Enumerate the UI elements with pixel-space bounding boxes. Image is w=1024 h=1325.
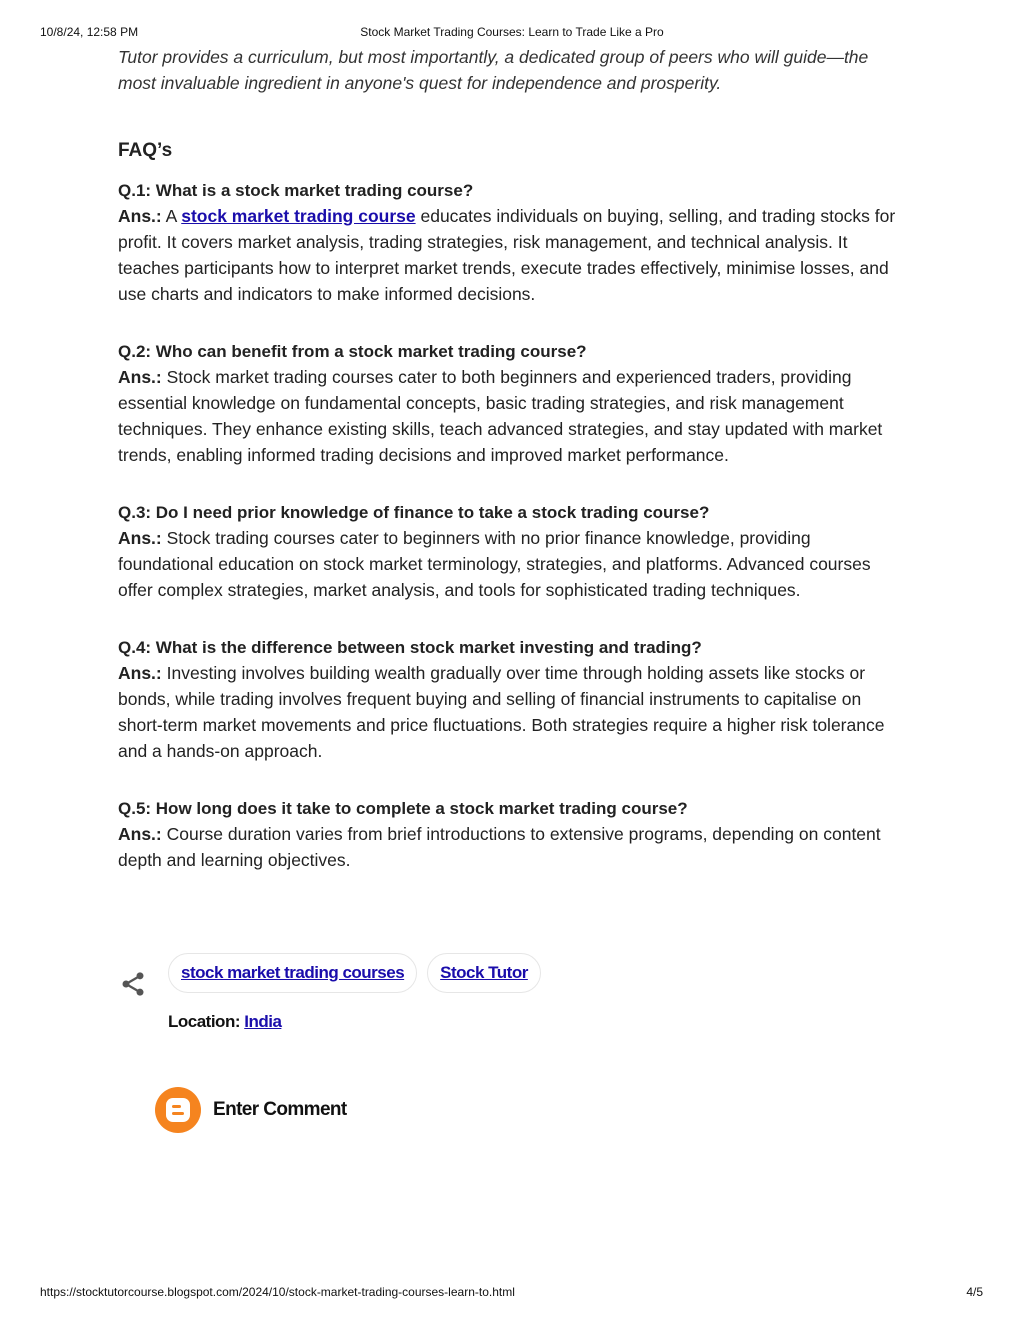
- faq-item: [118, 636, 908, 764]
- answer-label: Ans.:: [118, 206, 162, 226]
- faq-item: [118, 340, 908, 468]
- blogger-icon: [155, 1087, 201, 1133]
- print-header: [0, 25, 1024, 41]
- faq-answer: [118, 660, 908, 764]
- share-icon[interactable]: [119, 970, 147, 998]
- answer-label: Ans.:: [118, 663, 162, 683]
- answer-label: Ans.:: [118, 824, 162, 844]
- faq-item: [118, 797, 908, 873]
- print-url: https://stocktutorcourse.blogspot.com/2024/10/stock-market-trading-courses-learn-to.html: [40, 1285, 515, 1299]
- location-link[interactable]: India: [244, 1012, 282, 1031]
- print-footer: [0, 1285, 1024, 1301]
- faq-list: [118, 179, 908, 873]
- answer-text: Investing involves building wealth gradually over time through holding assets like stocks or bonds, while trading involves frequent buying and selling of financial instruments to capitalise on short-term market movements and price fluctuations. Both strategies require a higher risk tolerance and a hands-on approach.: [118, 663, 885, 761]
- faq-item: [118, 179, 908, 307]
- faq-question: Q.1: What is a stock market trading course?: [118, 181, 474, 200]
- answer-text: Course duration varies from brief introductions to extensive programs, depending on content depth and learning objectives.: [118, 824, 881, 870]
- print-page-number: 4/5: [966, 1285, 983, 1299]
- comment-row[interactable]: [155, 1087, 347, 1133]
- faq-answer: [118, 364, 908, 468]
- label-chip: [168, 953, 417, 993]
- faq-answer: [118, 203, 908, 307]
- faq-question: Q.3: Do I need prior knowledge of finance to take a stock trading course?: [118, 503, 710, 522]
- print-datetime: 10/8/24, 12:58 PM: [40, 25, 139, 39]
- location-label: Location:: [168, 1012, 240, 1031]
- answer-text: educates individuals on buying, selling, and trading stocks for profit. It covers market analysis, trading strategies, risk management, and technical analysis. It teaches participants how to interpret market trends, execute trades effectively, minimise losses, and use charts and indicators to make informed decisions.: [118, 206, 896, 304]
- faq-question: Q.2: Who can benefit from a stock market trading course?: [118, 342, 587, 361]
- post-labels: [168, 953, 541, 993]
- faq-heading: FAQ’s: [118, 140, 173, 161]
- faq-question: Q.5: How long does it take to complete a stock market trading course?: [118, 799, 688, 818]
- intro-paragraph: Tutor provides a curriculum, but most importantly, a dedicated group of peers who will guide—the most invaluable ingredient in anyone's quest for independence and prosperity.: [118, 47, 869, 93]
- label-link-stock-market-trading-courses[interactable]: stock market trading courses: [181, 963, 405, 982]
- faq-answer: [118, 525, 908, 603]
- answer-prefix: A: [165, 206, 182, 226]
- faq-question: Q.4: What is the difference between stock market investing and trading?: [118, 638, 702, 657]
- stock-market-trading-course-link[interactable]: stock market trading course: [181, 206, 416, 226]
- label-chip: [427, 953, 541, 993]
- faq-answer: [118, 821, 908, 873]
- faq-item: [118, 501, 908, 603]
- answer-text: Stock trading courses cater to beginners with no prior finance knowledge, providing foundational education on stock market terminology, strategies, and platforms. Advanced courses offer complex strategies, market analysis, and tools for sophisticated trading techniques.: [118, 528, 871, 600]
- post-body: [118, 44, 908, 906]
- answer-label: Ans.:: [118, 528, 162, 548]
- label-link-stock-tutor[interactable]: Stock Tutor: [440, 963, 528, 982]
- answer-label: Ans.:: [118, 367, 162, 387]
- enter-comment-link[interactable]: Enter Comment: [213, 1099, 347, 1120]
- post-location: [168, 1012, 281, 1032]
- print-page-title: Stock Market Trading Courses: Learn to Trade Like a Pro: [360, 25, 664, 39]
- answer-text: Stock market trading courses cater to both beginners and experienced traders, providing essential knowledge on fundamental concepts, basic trading strategies, and risk management techniques. They enhance existing skills, teach advanced strategies, and stay updated with market trends, enabling informed trading decisions and improved market performance.: [118, 367, 883, 465]
